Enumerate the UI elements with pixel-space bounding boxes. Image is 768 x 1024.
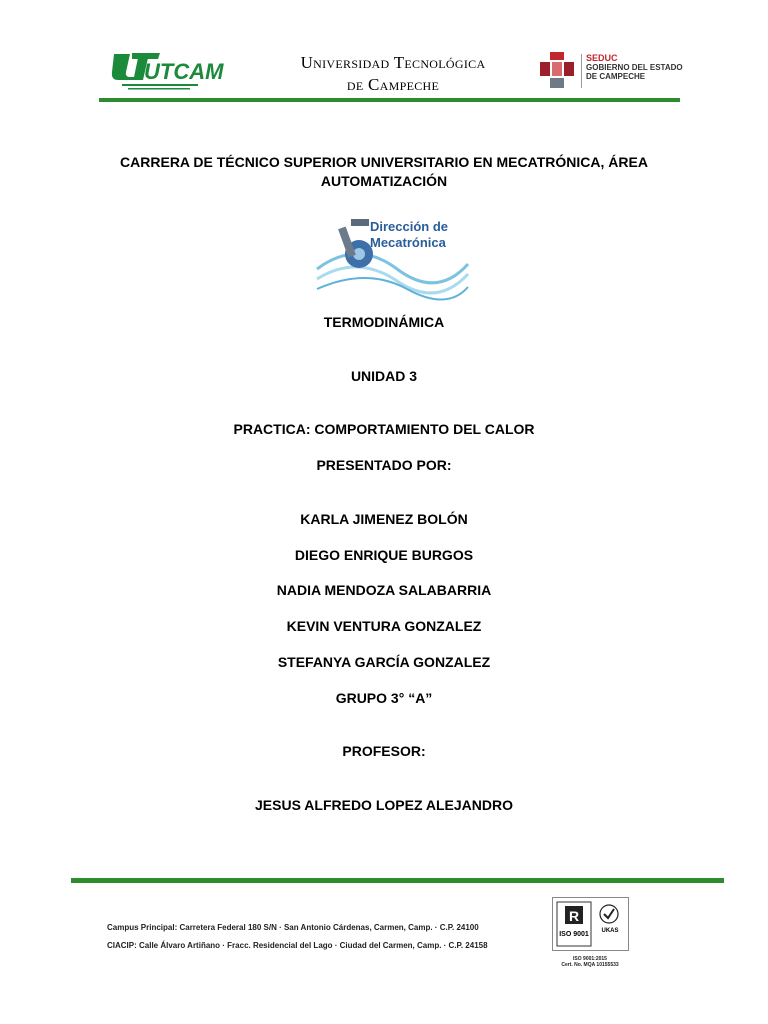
seduc-logo [538, 52, 688, 92]
university-title-line2: de Campeche [346, 75, 440, 94]
student-name: STEFANYA GARCÍA GONZALEZ [277, 654, 491, 670]
university-title-line1: Universidad Tecnológica [300, 53, 486, 72]
iso-standard: ISO 9001:2015 [573, 956, 607, 962]
career-line1: CARRERA DE TÉCNICO SUPERIOR UNIVERSITARIO EN MECATRÓNICA, ÁREA [120, 154, 648, 170]
iso-label: ISO 9001 [559, 931, 589, 938]
student-name: KEVIN VENTURA GONZALEZ [286, 618, 482, 634]
seduc-emblem-icon [538, 52, 578, 92]
svg-text:R: R [568, 908, 580, 924]
ciacip-address: CIACIP: Calle Álvaro Artiñano · Fracc. Residencial del Lago · Ciudad del Carmen, Camp. · C.P. 24158 [107, 941, 488, 950]
seduc-text [586, 54, 683, 81]
footer-rule [71, 878, 724, 883]
iso-standard-note [548, 956, 632, 968]
header-rule [99, 98, 680, 102]
cert-number: Cert. No. MQA 10155533 [561, 962, 619, 968]
utcam-logo-text: UTCAM [144, 59, 224, 84]
group-label: GRUPO 3° “A” [335, 690, 433, 706]
subject-title: TERMODINÁMICA [323, 314, 445, 330]
ukas-label: UKAS [601, 928, 619, 934]
mecatronica-image [317, 209, 468, 294]
career-line2: AUTOMATIZACIÓN [320, 173, 448, 189]
iso-certification-badge [552, 897, 629, 951]
university-title [250, 52, 536, 96]
student-name: KARLA JIMENEZ BOLÓN [300, 511, 468, 527]
utcam-logo [108, 50, 224, 96]
presented-by-label: PRESENTADO POR: [316, 457, 452, 473]
unit-label: UNIDAD 3 [350, 368, 418, 384]
mecatronica-line1: Dirección de [370, 219, 449, 234]
student-name: DIEGO ENRIQUE BURGOS [294, 547, 474, 563]
professor-name: JESUS ALFREDO LOPEZ ALEJANDRO [255, 797, 513, 813]
mecatronica-text [370, 219, 448, 251]
practice-title: PRACTICA: COMPORTAMIENTO DEL CALOR [233, 421, 535, 437]
seduc-sub2: DE CAMPECHE [586, 72, 646, 81]
mecatronica-line2: Mecatrónica [370, 235, 446, 250]
professor-label: PROFESOR: [342, 743, 426, 759]
seduc-sub1: GOBIERNO DEL ESTADO [586, 63, 683, 72]
student-name: NADIA MENDOZA SALABARRIA [276, 582, 492, 598]
seduc-name: SEDUC [586, 53, 618, 63]
campus-address: Campus Principal: Carretera Federal 180 S/N · San Antonio Cárdenas, Carmen, Camp. · C.P. 24100 [107, 923, 479, 932]
seduc-divider [581, 54, 582, 88]
